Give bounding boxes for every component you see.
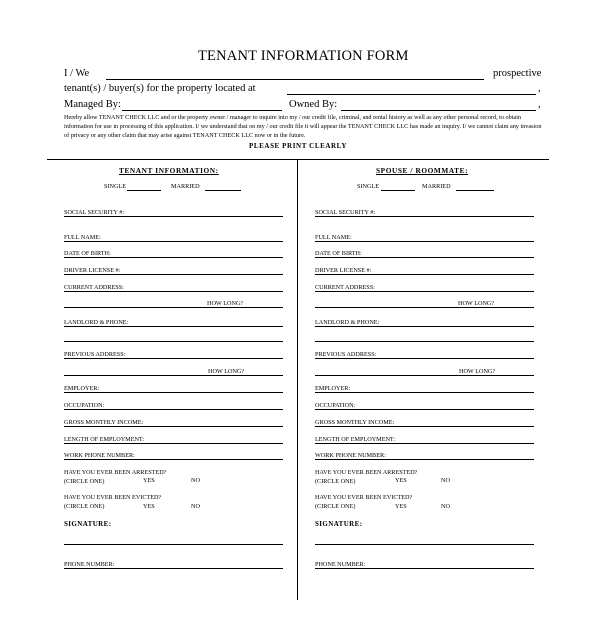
phone-label: PHONE NUMBER:: [315, 561, 366, 568]
occupation-label: OCCUPATION:: [315, 402, 356, 409]
income-label: GROSS MONTHLY INCOME:: [64, 419, 144, 426]
full-name-field[interactable]: [64, 241, 283, 242]
previous-address-field[interactable]: [64, 358, 283, 359]
evicted-label: HAVE YOU EVER BEEN EVICTED?: [64, 494, 162, 501]
license-field[interactable]: [64, 274, 283, 275]
signature-field[interactable]: [315, 544, 534, 545]
evicted-label: HAVE YOU EVER BEEN EVICTED?: [315, 494, 413, 501]
managed-by-label: Managed By:: [64, 99, 121, 110]
how-long-label: HOW LONG?: [207, 300, 244, 307]
married-label: MARRIED: [422, 183, 451, 190]
phone-field[interactable]: [315, 568, 534, 569]
income-field[interactable]: [64, 426, 283, 427]
single-field[interactable]: [381, 182, 415, 191]
current-address-label: CURRENT ADDRESS:: [64, 284, 124, 291]
dob-label: DATE OF BIRTH:: [315, 250, 362, 257]
authorization-text: Hereby allow TENANT CHECK LLC and or the property owner / manager to inquire into my / our credit file, criminal, and rental history as well as any other personal record, to obtain information for use in processing of this application. I/ we understand that on my / our credit file it will appear the TENANT CHECK LLC has made an inquiry. I/ we cannot claim any invasion of privacy or any other claim that may arise against TENANT CHECK LLC now or in the future.: [64, 114, 542, 139]
owned-by-field[interactable]: [341, 99, 536, 111]
yes-option[interactable]: YES: [395, 503, 407, 510]
work-phone-label: WORK PHONE NUMBER:: [315, 452, 386, 459]
applicant-names-field[interactable]: [106, 68, 484, 80]
yes-option[interactable]: YES: [395, 477, 407, 484]
employer-field[interactable]: [64, 392, 283, 393]
applicant-line: [64, 68, 89, 79]
dob-field[interactable]: [315, 257, 534, 258]
property-address-field[interactable]: [287, 83, 536, 95]
single-field[interactable]: [127, 182, 161, 191]
phone-label: PHONE NUMBER:: [64, 561, 115, 568]
yes-option[interactable]: YES: [143, 503, 155, 510]
tenant-info-header: TENANT INFORMATION:: [119, 166, 219, 175]
phone-field[interactable]: [64, 568, 283, 569]
comma-glyph: ,: [538, 99, 541, 110]
managed-by-field[interactable]: [122, 99, 282, 111]
previous-address-label: PREVIOUS ADDRESS:: [315, 351, 377, 358]
previous-address-field[interactable]: [315, 358, 534, 359]
landlord-field[interactable]: [315, 326, 534, 327]
occupation-field[interactable]: [64, 409, 283, 410]
print-clearly-notice: PLEASE PRINT CLEARLY: [249, 142, 347, 150]
circle-one-label: (CIRCLE ONE): [64, 503, 105, 510]
single-label: SINGLE: [357, 183, 379, 190]
signature-field[interactable]: [64, 544, 283, 545]
how-long-field[interactable]: [315, 375, 534, 376]
employment-length-field[interactable]: [64, 443, 283, 444]
full-name-label: FULL NAME:: [315, 234, 352, 241]
current-address-label: CURRENT ADDRESS:: [315, 284, 375, 291]
form-title: TENANT INFORMATION FORM: [198, 48, 409, 64]
ssn-label: SOCIAL SECURITY #:: [64, 209, 125, 216]
work-phone-label: WORK PHONE NUMBER:: [64, 452, 135, 459]
single-label: SINGLE: [104, 183, 126, 190]
circle-one-label: (CIRCLE ONE): [315, 503, 356, 510]
married-field[interactable]: [205, 182, 241, 191]
arrested-label: HAVE YOU EVER BEEN ARRESTED?: [64, 469, 167, 476]
full-name-label: FULL NAME:: [64, 234, 101, 241]
how-long-field[interactable]: [64, 307, 283, 308]
employer-field[interactable]: [315, 392, 534, 393]
license-field[interactable]: [315, 274, 534, 275]
how-long-label: HOW LONG?: [458, 300, 495, 307]
spouse-info-header: SPOUSE / ROOMMATE:: [376, 166, 469, 175]
license-label: DRIVER LICENSE #:: [64, 267, 121, 274]
owned-by-label: Owned By:: [289, 99, 338, 110]
how-long-label: HOW LONG?: [208, 368, 245, 375]
no-option[interactable]: NO: [191, 477, 200, 484]
no-option[interactable]: NO: [191, 503, 200, 510]
ssn-label: SOCIAL SECURITY #:: [315, 209, 376, 216]
arrested-label: HAVE YOU EVER BEEN ARRESTED?: [315, 469, 418, 476]
ssn-field[interactable]: [315, 216, 534, 217]
dob-field[interactable]: [64, 257, 283, 258]
property-label: tenant(s) / buyer(s) for the property located at: [64, 83, 256, 94]
license-label: DRIVER LICENSE #:: [315, 267, 372, 274]
how-long-field[interactable]: [315, 307, 534, 308]
comma-glyph: ,: [538, 83, 541, 94]
yes-option[interactable]: YES: [143, 477, 155, 484]
employer-label: EMPLOYER:: [64, 385, 100, 392]
landlord-label: LANDLORD & PHONE:: [64, 319, 129, 326]
current-address-field[interactable]: [315, 291, 534, 292]
no-option[interactable]: NO: [441, 477, 450, 484]
employment-length-label: LENGTH OF EMPLOYMENT:: [64, 436, 145, 443]
section-divider: [47, 159, 549, 160]
full-name-field[interactable]: [315, 241, 534, 242]
employment-length-label: LENGTH OF EMPLOYMENT:: [315, 436, 396, 443]
employer-label: EMPLOYER:: [315, 385, 351, 392]
prospective-label: prospective: [493, 68, 542, 79]
ssn-field[interactable]: [64, 216, 283, 217]
landlord-label: LANDLORD & PHONE:: [315, 319, 380, 326]
i-we-label: I / We: [64, 68, 90, 79]
income-label: GROSS MONTHLY INCOME:: [315, 419, 395, 426]
how-long-field[interactable]: [64, 375, 283, 376]
landlord-field-2[interactable]: [315, 341, 534, 342]
circle-one-label: (CIRCLE ONE): [64, 478, 105, 485]
signature-label: SIGNATURE:: [315, 520, 363, 528]
work-phone-field[interactable]: [315, 459, 534, 460]
no-option[interactable]: NO: [441, 503, 450, 510]
column-divider: [297, 159, 298, 600]
dob-label: DATE OF BIRTH:: [64, 250, 111, 257]
signature-label: SIGNATURE:: [64, 520, 112, 528]
employment-length-field[interactable]: [315, 443, 534, 444]
income-field[interactable]: [315, 426, 534, 427]
landlord-field[interactable]: [64, 326, 283, 327]
occupation-label: OCCUPATION:: [64, 402, 105, 409]
occupation-field[interactable]: [315, 409, 534, 410]
how-long-label: HOW LONG?: [459, 368, 496, 375]
previous-address-label: PREVIOUS ADDRESS:: [64, 351, 126, 358]
circle-one-label: (CIRCLE ONE): [315, 478, 356, 485]
landlord-field-2[interactable]: [64, 341, 283, 342]
married-field[interactable]: [456, 182, 494, 191]
work-phone-field[interactable]: [64, 459, 283, 460]
current-address-field[interactable]: [64, 291, 283, 292]
married-label: MARRIED: [171, 183, 200, 190]
